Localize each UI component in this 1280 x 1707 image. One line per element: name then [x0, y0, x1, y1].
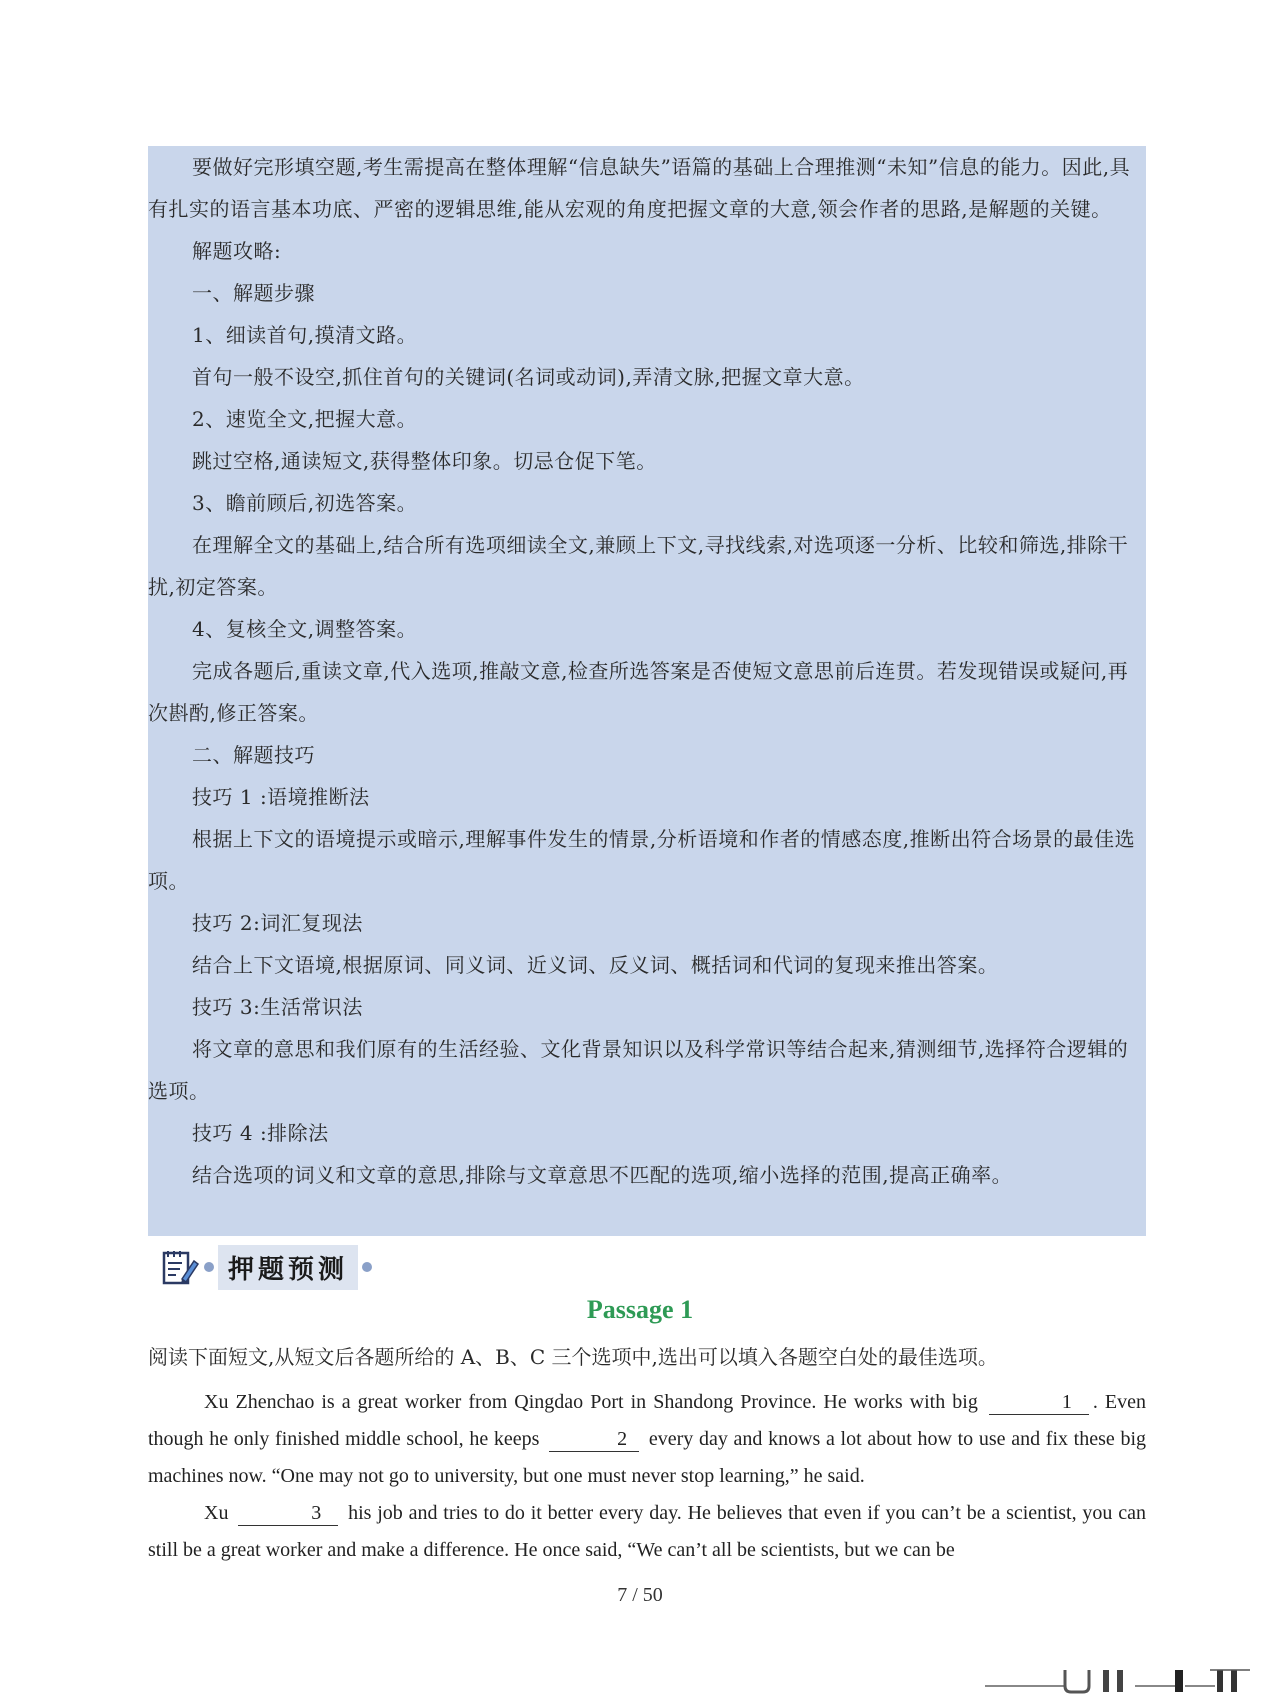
skill-2-title: 技巧 2:词汇复现法: [192, 911, 363, 935]
step-2-text: 跳过空格,通读短文,获得整体印象。切忌仓促下笔。: [192, 449, 657, 473]
skill-2-text: 结合上下文语境,根据原词、同义词、近义词、反义词、概括词和代词的复现来推出答案。: [192, 953, 999, 977]
skill-1-text: 根据上下文的语境提示或暗示,理解事件发生的情景,分析语境和作者的情感态度,推断出符合场景的最佳选项。: [148, 827, 1136, 893]
passage-body: [148, 1384, 1146, 1569]
tag-label: 押题预测: [218, 1245, 358, 1290]
page-number: 7 / 50: [617, 1584, 663, 1606]
skill-3-title: 技巧 3:生活常识法: [192, 995, 363, 1019]
skill-1-title: 技巧 1 :语境推断法: [192, 785, 370, 809]
steps-heading: 一、解题步骤: [192, 281, 315, 305]
strategy-heading: 解题攻略:: [192, 239, 282, 263]
p2-text-a: Xu: [204, 1502, 229, 1524]
passage-title: Passage 1: [586, 1295, 694, 1324]
step-3-title: 3、瞻前顾后,初选答案。: [192, 491, 418, 515]
step-1-text: 首句一般不设空,抓住首句的关键词(名词或动词),弄清文脉,把握文章大意。: [192, 365, 865, 389]
p1-text-a: Xu Zhenchao is a great worker from Qingdao Port in Shandong Province. He works with big: [204, 1391, 978, 1413]
step-1-title: 1、细读首句,摸清文路。: [192, 323, 418, 347]
blank-3[interactable]: 3: [238, 1501, 338, 1526]
passage-instruction: 阅读下面短文,从短文后各题所给的 A、B、C 三个选项中,选出可以填入各题空白处的最佳选项。: [148, 1345, 998, 1369]
p1-text-c: . Even though he only finished middle school, he keeps: [148, 1391, 1147, 1450]
intro-paragraph: 要做好完形填空题,考生需提高在整体理解“信息缺失”语篇的基础上合理推测“未知”信息的能力。因此,具有扎实的语言基本功底、严密的逻辑思维,能从宏观的角度把握文章的大意,领会作者的思路,是解题的关键。: [148, 155, 1131, 221]
section-tag: [160, 1244, 376, 1290]
passage-paragraph-2: [148, 1495, 1146, 1569]
blank-1[interactable]: 1: [989, 1390, 1089, 1415]
blank-2[interactable]: 2: [549, 1427, 639, 1452]
p2-text-c: his job and tries to do it better every day. He believes that even if you can’t be a scientist, you can still be a great worker and make a difference. He once said, “We can’t all be scientists, but we can be: [148, 1502, 1146, 1561]
p1-text-d: every day and knows a lot about how to use and fix these big machines now. “One may not go to university, but one must never stop learning,” he said.: [148, 1428, 1147, 1487]
scroll-decoration-icon: [985, 1664, 1255, 1694]
skill-4-text: 结合选项的词义和文章的意思,排除与文章意思不匹配的选项,缩小选择的范围,提高正确率。: [192, 1163, 1013, 1187]
skills-heading: 二、解题技巧: [192, 743, 315, 767]
passage-paragraph-1: [148, 1384, 1146, 1495]
strategy-section: [148, 146, 1146, 1196]
skill-3-text: 将文章的意思和我们原有的生活经验、文化背景知识以及科学常识等结合起来,猜测细节,选择符合逻辑的选项。: [148, 1037, 1129, 1103]
step-3-text: 在理解全文的基础上,结合所有选项细读全文,兼顾上下文,寻找线索,对选项逐一分析、比较和筛选,排除干扰,初定答案。: [148, 533, 1129, 599]
tag-dot-right: [362, 1262, 372, 1272]
tag-dot-left: [204, 1262, 214, 1272]
step-4-text: 完成各题后,重读文章,代入选项,推敲文意,检查所选答案是否使短文意思前后连贯。若发现错误或疑问,再次斟酌,修正答案。: [148, 659, 1129, 725]
step-2-title: 2、速览全文,把握大意。: [192, 407, 418, 431]
skill-4-title: 技巧 4 :排除法: [192, 1121, 329, 1145]
step-4-title: 4、复核全文,调整答案。: [192, 617, 418, 641]
notepad-pencil-icon: [160, 1247, 200, 1287]
